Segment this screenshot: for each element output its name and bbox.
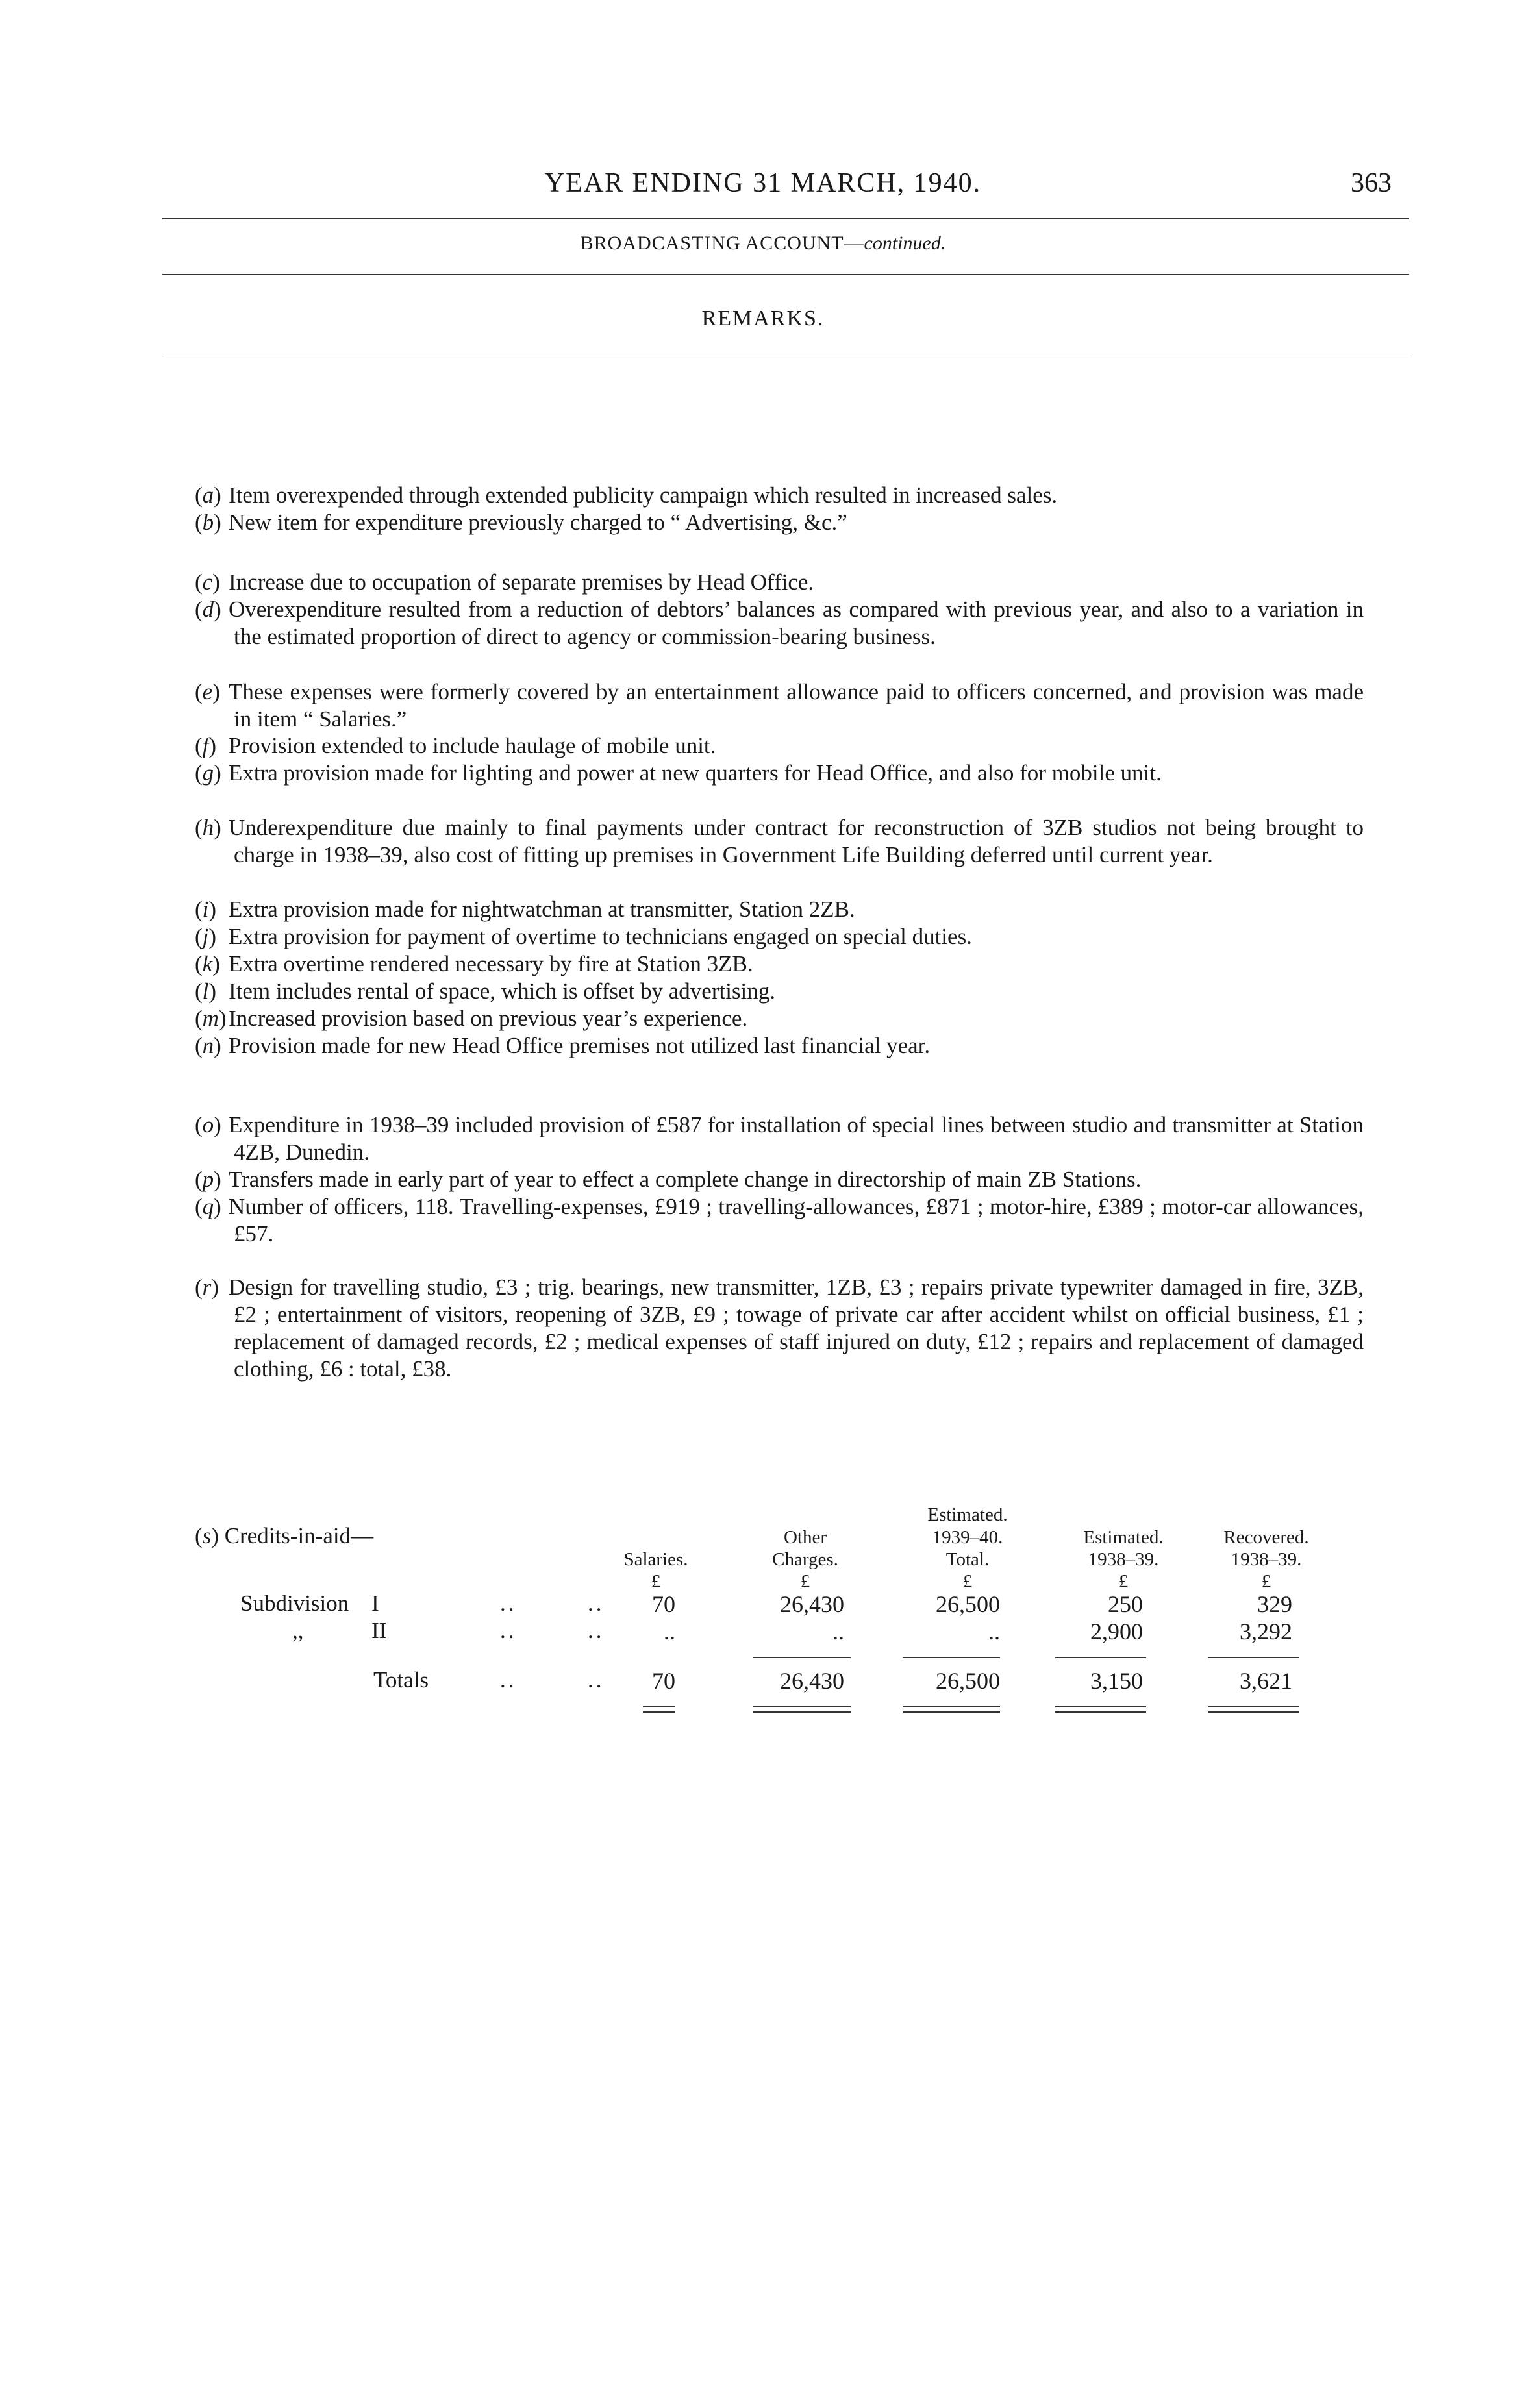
cell-total: .. (988, 1619, 1000, 1645)
double-rule (753, 1706, 851, 1713)
credits-title: (s) Credits-in-aid— (195, 1523, 374, 1548)
col-other-header-1: Other (783, 1527, 827, 1548)
leader-dots: .. (500, 1591, 517, 1616)
remark-k: (k) Extra overtime rendered necessary by fire at Station 3ZB. (195, 951, 753, 976)
leader-dots: .. (588, 1591, 605, 1616)
cell-est3839: 2,900 (1090, 1619, 1143, 1645)
row-label: ,, (292, 1618, 304, 1643)
col-total-header-1: 1939–40. (932, 1527, 1003, 1548)
col-other-header-2: Charges. (772, 1549, 838, 1570)
cell-recovered: 329 (1257, 1591, 1292, 1617)
remark-o: (o) Expenditure in 1938–39 included provision of £587 for installation of special lines between studio and transmitter at Station 4ZB, Dunedin. (195, 1112, 1364, 1165)
cell-salaries: 70 (652, 1591, 675, 1617)
col-recovered-header-2: 1938–39. (1231, 1549, 1302, 1570)
remark-j: (j) Extra provision for payment of overtime to technicians engaged on special duties. (195, 924, 972, 949)
col-est3839-header-1: Estimated. (1083, 1527, 1164, 1548)
total-recovered: 3,621 (1240, 1668, 1292, 1694)
header-rule (162, 218, 1409, 219)
total-other: 26,430 (780, 1668, 844, 1694)
remark-i: (i) Extra provision made for nightwatchman at transmitter, Station 2ZB. (195, 897, 855, 922)
remark-h: (h) Underexpenditure due mainly to final payments under contract for reconstruction of 3ZB studios not being brought to charge in 1938–39, also cost of fitting up premises in Government Life Building deferred until current year. (195, 815, 1364, 867)
col-recovered-unit: £ (1261, 1571, 1271, 1592)
remarks-title: REMARKS. (701, 306, 825, 330)
remark-l: (l) Item includes rental of space, which is offset by advertising. (195, 978, 776, 1004)
page-header-title: YEAR ENDING 31 MARCH, 1940. (544, 168, 982, 198)
remark-r: (r) Design for travelling studio, £3 ; trig. bearings, new transmitter, 1ZB, £3 ; repairs private typewriter damaged in fire, 3ZB, £2 ; entertainment of visitors, reopening of 3ZB, £9 ; towage of private car after accident whilst on official business, £1 ; replacement of damaged records, £2 ; medical expenses of staff injured on duty, £12 ; repairs and replacement of damaged clothing, £6 : total, £38. (195, 1274, 1364, 1382)
col-est3839-unit: £ (1118, 1571, 1129, 1592)
double-rule (903, 1706, 1000, 1713)
col-total-unit: £ (962, 1571, 973, 1592)
cell-salaries: .. (664, 1619, 675, 1645)
leader-dots: .. (500, 1618, 517, 1643)
cell-other: .. (832, 1619, 844, 1645)
remark-f: (f) Provision extended to include haulage of mobile unit. (195, 733, 716, 758)
remark-m: (m)Increased provision based on previous year’s experience. (195, 1006, 748, 1031)
remark-b: (b) New item for expenditure previously charged to “ Advertising, &c.” (195, 510, 847, 535)
section-title-main: BROADCASTING ACCOUNT— (580, 232, 864, 254)
section-title-suffix: continued. (864, 232, 946, 254)
cell-other: 26,430 (780, 1591, 844, 1617)
col-salaries-unit: £ (651, 1571, 661, 1592)
estimated-group-header: Estimated. (927, 1504, 1008, 1525)
col-est3839-header-2: 1938–39. (1088, 1549, 1159, 1570)
double-rule (1208, 1706, 1299, 1713)
cell-recovered: 3,292 (1240, 1619, 1292, 1645)
cell-est3839: 250 (1108, 1591, 1143, 1617)
remark-n: (n) Provision made for new Head Office premises not utilized last financial year. (195, 1033, 931, 1058)
col-total-header-2: Total. (945, 1549, 990, 1570)
sum-rule (903, 1657, 1000, 1658)
row-numeral: I (371, 1591, 379, 1616)
remark-d: (d) Overexpenditure resulted from a reduction of debtors’ balances as compared with previous year, and also to a variation in the estimated proportion of direct to agency or commission-bearing business. (195, 597, 1364, 649)
remark-e: (e) These expenses were formerly covered by an entertainment allowance paid to officers concerned, and provision was made in item “ Salaries.” (195, 679, 1364, 732)
remark-a: (a) Item overexpended through extended publicity campaign which resulted in increased sales. (195, 482, 1058, 508)
section-title (0, 232, 1526, 254)
sum-rule (1055, 1657, 1146, 1658)
double-rule (1055, 1706, 1146, 1713)
leader-dots: .. (588, 1667, 605, 1693)
totals-label: Totals (373, 1667, 429, 1693)
remark-q: (q) Number of officers, 118. Travelling-expenses, £919 ; travelling-allowances, £871 ; motor-hire, £389 ; motor-car allowances, £57. (195, 1194, 1364, 1247)
sum-rule (1208, 1657, 1299, 1658)
remark-p: (p) Transfers made in early part of year to effect a complete change in directorship of main ZB Stations. (195, 1167, 1142, 1192)
remark-g: (g) Extra provision made for lighting and power at new quarters for Head Office, and also for mobile unit. (195, 760, 1162, 786)
leader-dots: .. (500, 1667, 517, 1693)
total-est3839: 3,150 (1090, 1668, 1143, 1694)
total-total: 26,500 (936, 1668, 1000, 1694)
double-rule (643, 1706, 675, 1713)
row-label: Subdivision (240, 1591, 349, 1616)
section-rule (162, 274, 1409, 275)
remark-c: (c) Increase due to occupation of separate premises by Head Office. (195, 569, 814, 595)
col-recovered-header-1: Recovered. (1223, 1527, 1309, 1548)
cell-total: 26,500 (936, 1591, 1000, 1617)
total-salaries: 70 (652, 1668, 675, 1694)
sum-rule (753, 1657, 851, 1658)
row-numeral: II (371, 1618, 387, 1643)
page-number: 363 (1351, 168, 1392, 198)
leader-dots: .. (588, 1618, 605, 1643)
col-other-unit: £ (800, 1571, 810, 1592)
col-salaries-header: Salaries. (623, 1549, 688, 1570)
